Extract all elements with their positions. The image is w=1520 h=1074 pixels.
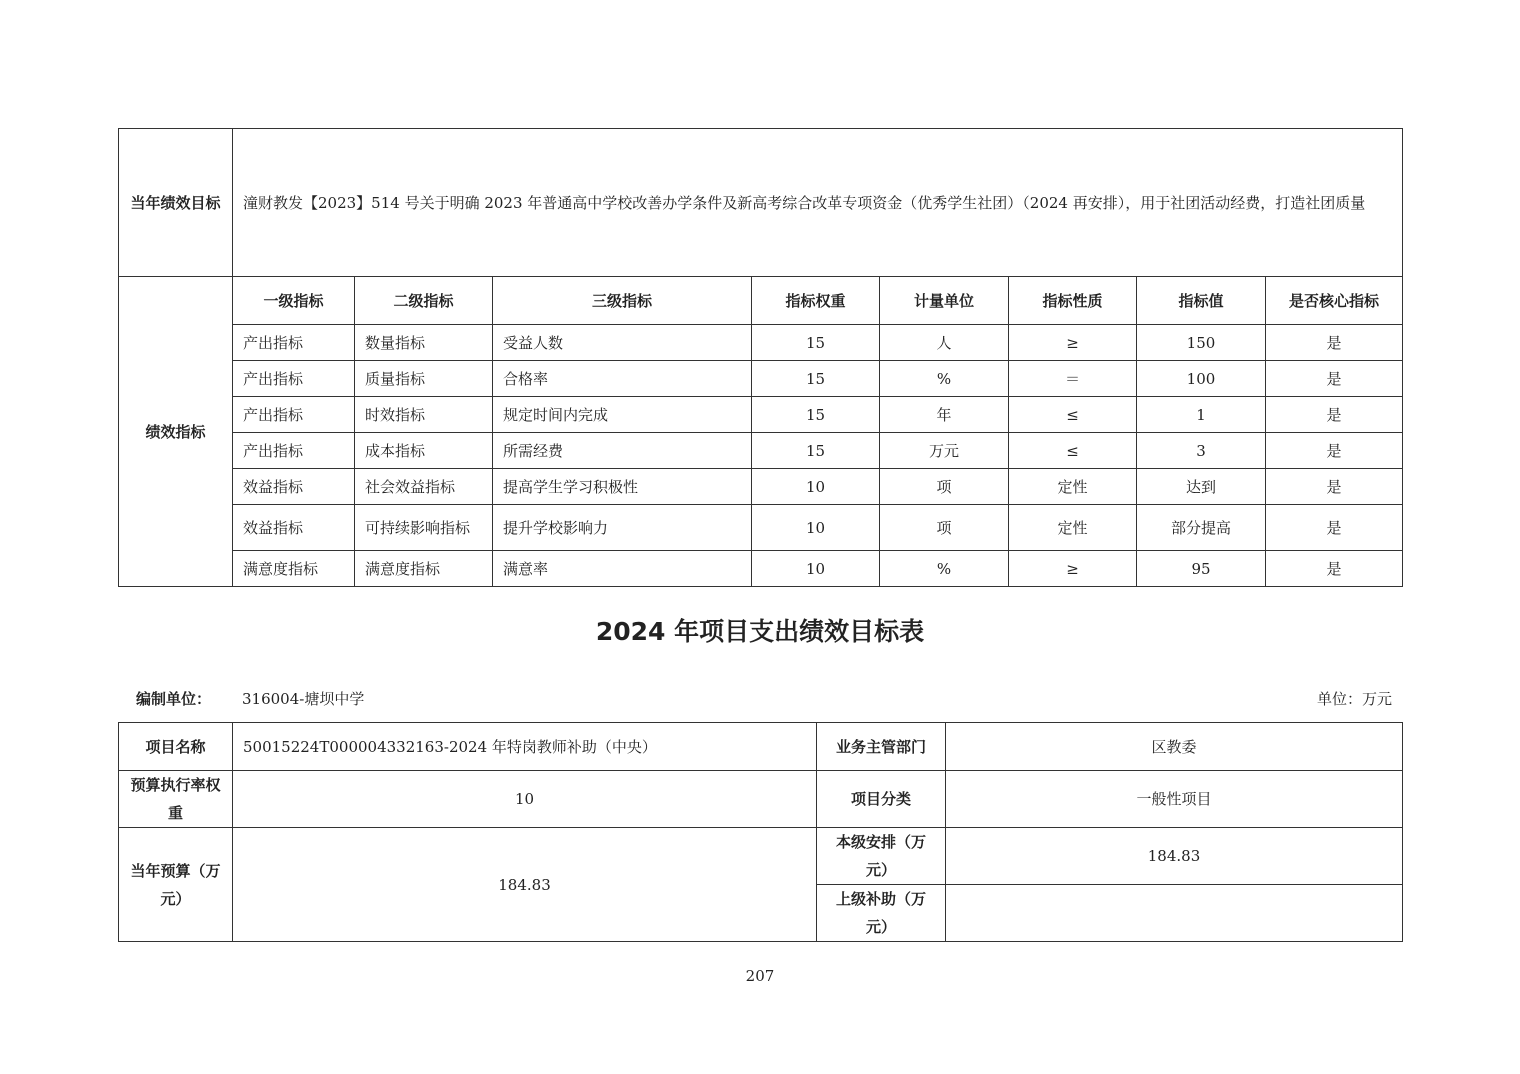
header-cell: 是否核心指标 — [1266, 277, 1403, 325]
project-name-value: 50015224T000004332163-2024 年特岗教师补助（中央） — [233, 723, 817, 771]
project-info-table — [118, 722, 1403, 942]
value-cell: 1 — [1137, 397, 1266, 433]
nature-cell: ＝ — [1009, 361, 1137, 397]
level2-cell: 满意度指标 — [355, 551, 493, 587]
goal-label: 当年绩效目标 — [119, 129, 233, 277]
nature-cell: ≤ — [1009, 433, 1137, 469]
core-cell: 是 — [1266, 361, 1403, 397]
level3-cell: 提高学生学习积极性 — [493, 469, 752, 505]
local-label: 本级安排（万元） — [817, 828, 946, 885]
category-label: 项目分类 — [817, 771, 946, 828]
weight-cell: 10 — [752, 469, 880, 505]
level1-cell: 满意度指标 — [233, 551, 355, 587]
header-cell: 一级指标 — [233, 277, 355, 325]
weight-cell: 15 — [752, 397, 880, 433]
unit-cell: 项 — [880, 469, 1009, 505]
unit-cell: 项 — [880, 505, 1009, 551]
weight-cell: 15 — [752, 361, 880, 397]
indicator-header-row — [119, 277, 1403, 325]
header-cell: 指标权重 — [752, 277, 880, 325]
goal-row — [119, 129, 1403, 277]
level3-cell: 受益人数 — [493, 325, 752, 361]
org-name: 316004-塘坝中学 — [242, 690, 365, 708]
value-cell: 达到 — [1137, 469, 1266, 505]
table-row — [119, 397, 1403, 433]
core-cell: 是 — [1266, 325, 1403, 361]
header-cell: 二级指标 — [355, 277, 493, 325]
unit-cell: 年 — [880, 397, 1009, 433]
level2-cell: 可持续影响指标 — [355, 505, 493, 551]
weight-cell: 10 — [752, 505, 880, 551]
table-row — [119, 433, 1403, 469]
nature-cell: 定性 — [1009, 505, 1137, 551]
level1-cell: 效益指标 — [233, 469, 355, 505]
level3-cell: 合格率 — [493, 361, 752, 397]
rate-row — [119, 771, 1403, 828]
org-label: 编制单位： — [136, 690, 212, 708]
upper-label: 上级补助（万元） — [817, 885, 946, 942]
core-cell: 是 — [1266, 551, 1403, 587]
level3-cell: 所需经费 — [493, 433, 752, 469]
value-cell: 3 — [1137, 433, 1266, 469]
value-cell: 部分提高 — [1137, 505, 1266, 551]
weight-cell: 15 — [752, 325, 880, 361]
goal-text: 潼财教发【2023】514 号关于明确 2023 年普通高中学校改善办学条件及新高考综合改革专项资金（优秀学生社团）（2024 再安排），用于社团活动经费，打造社团质量 — [233, 129, 1403, 277]
rate-value: 10 — [233, 771, 817, 828]
table-row — [119, 325, 1403, 361]
unit-cell: 万元 — [880, 433, 1009, 469]
nature-cell: ≤ — [1009, 397, 1137, 433]
unit-cell: % — [880, 551, 1009, 587]
weight-cell: 15 — [752, 433, 880, 469]
level1-cell: 产出指标 — [233, 361, 355, 397]
nature-cell: 定性 — [1009, 469, 1137, 505]
budget-label: 当年预算（万元） — [119, 828, 233, 942]
unit-cell: 人 — [880, 325, 1009, 361]
value-cell: 95 — [1137, 551, 1266, 587]
dept-label: 业务主管部门 — [817, 723, 946, 771]
project-name-label: 项目名称 — [119, 723, 233, 771]
dept-value: 区教委 — [946, 723, 1403, 771]
rate-label: 预算执行率权重 — [119, 771, 233, 828]
weight-cell: 10 — [752, 551, 880, 587]
upper-value — [946, 885, 1403, 942]
header-cell: 计量单位 — [880, 277, 1009, 325]
table-row — [119, 469, 1403, 505]
level2-cell: 社会效益指标 — [355, 469, 493, 505]
indicator-label: 绩效指标 — [119, 277, 233, 587]
unit-cell: % — [880, 361, 1009, 397]
level1-cell: 产出指标 — [233, 325, 355, 361]
budget-value: 184.83 — [233, 828, 817, 942]
level2-cell: 时效指标 — [355, 397, 493, 433]
level1-cell: 产出指标 — [233, 397, 355, 433]
budget-row — [119, 828, 1403, 885]
level3-cell: 提升学校影响力 — [493, 505, 752, 551]
local-value: 184.83 — [946, 828, 1403, 885]
header-cell: 指标性质 — [1009, 277, 1137, 325]
performance-indicator-table — [118, 128, 1403, 587]
nature-cell: ≥ — [1009, 325, 1137, 361]
value-cell: 150 — [1137, 325, 1266, 361]
section-title: 2024 年项目支出绩效目标表 — [595, 617, 925, 646]
core-cell: 是 — [1266, 397, 1403, 433]
level1-cell: 效益指标 — [233, 505, 355, 551]
level2-cell: 数量指标 — [355, 325, 493, 361]
project-name-row — [119, 723, 1403, 771]
page-number: 207 — [745, 967, 775, 985]
level3-cell: 规定时间内完成 — [493, 397, 752, 433]
table-row — [119, 551, 1403, 587]
nature-cell: ≥ — [1009, 551, 1137, 587]
level2-cell: 质量指标 — [355, 361, 493, 397]
header-cell: 三级指标 — [493, 277, 752, 325]
level2-cell: 成本指标 — [355, 433, 493, 469]
level1-cell: 产出指标 — [233, 433, 355, 469]
core-cell: 是 — [1266, 469, 1403, 505]
category-value: 一般性项目 — [946, 771, 1403, 828]
value-cell: 100 — [1137, 361, 1266, 397]
core-cell: 是 — [1266, 433, 1403, 469]
currency-unit: 单位：万元 — [1316, 690, 1392, 708]
table-row — [119, 505, 1403, 551]
core-cell: 是 — [1266, 505, 1403, 551]
header-cell: 指标值 — [1137, 277, 1266, 325]
level3-cell: 满意率 — [493, 551, 752, 587]
table-row — [119, 361, 1403, 397]
